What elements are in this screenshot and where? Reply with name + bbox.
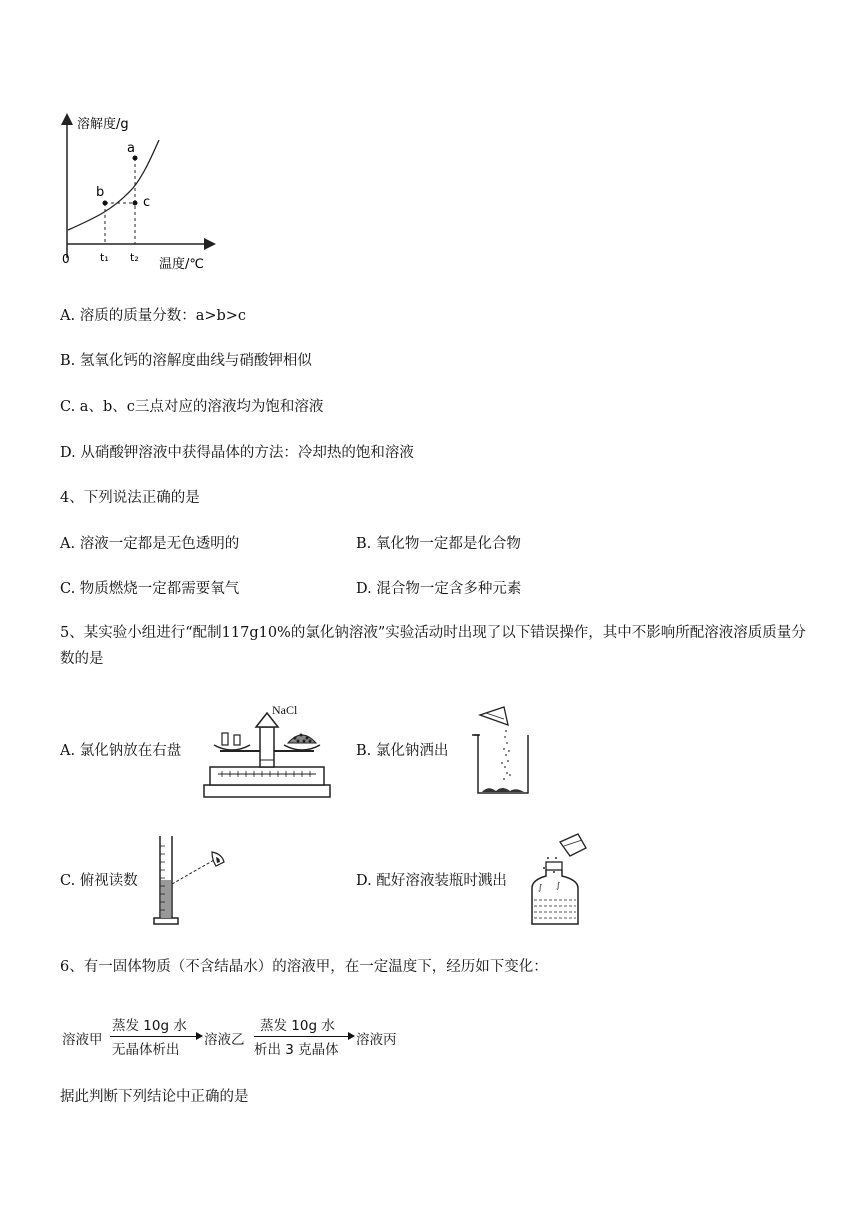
flow-arrow-2 [254, 1036, 352, 1037]
x-axis-label: 温度/℃ [159, 257, 204, 272]
point-a [133, 156, 138, 161]
flow-step2-top: 蒸发 10g 水 [260, 1018, 335, 1034]
solubility-chart [55, 110, 225, 280]
q5-option-d: D. 配好溶液装瓶时溅出 [356, 873, 507, 889]
svg-text:∫: ∫ [538, 883, 543, 892]
balance-scale-image [200, 705, 335, 800]
y-axis-label: 溶解度/g [77, 117, 129, 132]
point-c-label: c [143, 195, 151, 210]
flow-solution-jia: 溶液甲 [62, 1032, 103, 1048]
svg-text:∫: ∫ [556, 881, 561, 890]
q5-option-a: A. 氯化钠放在右盘 [60, 743, 182, 759]
q5-option-b: B. 氯化钠洒出 [356, 743, 449, 759]
q4-option-c: C. 物质燃烧一定都需要氧气 [60, 581, 240, 597]
q5-option-c: C. 俯视读数 [60, 873, 138, 889]
point-a-label: a [127, 141, 135, 156]
flow-step1-top: 蒸发 10g 水 [112, 1018, 187, 1034]
point-b-label: b [96, 185, 105, 200]
flow-step1-bottom: 无晶体析出 [112, 1042, 180, 1058]
q4-option-b: B. 氧化物一定都是化合物 [356, 536, 521, 552]
point-b [103, 201, 108, 206]
bottle-splash-image [524, 828, 594, 930]
beaker-spill-image [468, 705, 538, 800]
q4-stem: 4、下列说法正确的是 [60, 490, 200, 506]
solubility-curve [68, 140, 159, 230]
q3-option-b: B. 氢氧化钙的溶解度曲线与硝酸钾相似 [60, 353, 312, 369]
flow-solution-yi: 溶液乙 [204, 1032, 245, 1048]
q3-option-d: D. 从硝酸钾溶液中获得晶体的方法：冷却热的饱和溶液 [60, 445, 414, 461]
origin-label: 0 [62, 252, 70, 266]
q6-stem: 6、有一固体物质（不含结晶水）的溶液甲，在一定温度下，经历如下变化： [60, 959, 548, 975]
process-flow [62, 1014, 422, 1058]
flow-step2-bottom: 析出 3 克晶体 [254, 1042, 339, 1058]
q3-option-a: A. 溶质的质量分数：a>b>c [60, 308, 247, 324]
x-tick-t2: t₂ [130, 251, 139, 264]
q3-option-c: C. a、b、c三点对应的溶液均为饱和溶液 [60, 399, 324, 415]
flow-arrowhead-1 [196, 1032, 203, 1040]
q4-option-a: A. 溶液一定都是无色透明的 [60, 536, 240, 552]
graduated-cylinder-image [150, 830, 235, 930]
q5-stem: 5、某实验小组进行“配制117g10%的氯化钠溶液”实验活动时出现了以下错误操作，其中不影响所配溶液溶质质量分数的是 [60, 625, 806, 667]
x-tick-t1: t₁ [100, 251, 109, 264]
nacl-label: NaCl [272, 703, 298, 717]
q6-tail: 据此判断下列结论中正确的是 [60, 1089, 249, 1105]
point-c [133, 201, 138, 206]
flow-arrowhead-2 [348, 1032, 355, 1040]
q4-option-d: D. 混合物一定含多种元素 [356, 581, 522, 597]
flow-solution-bing: 溶液丙 [356, 1032, 397, 1048]
flow-arrow-1 [110, 1036, 200, 1037]
